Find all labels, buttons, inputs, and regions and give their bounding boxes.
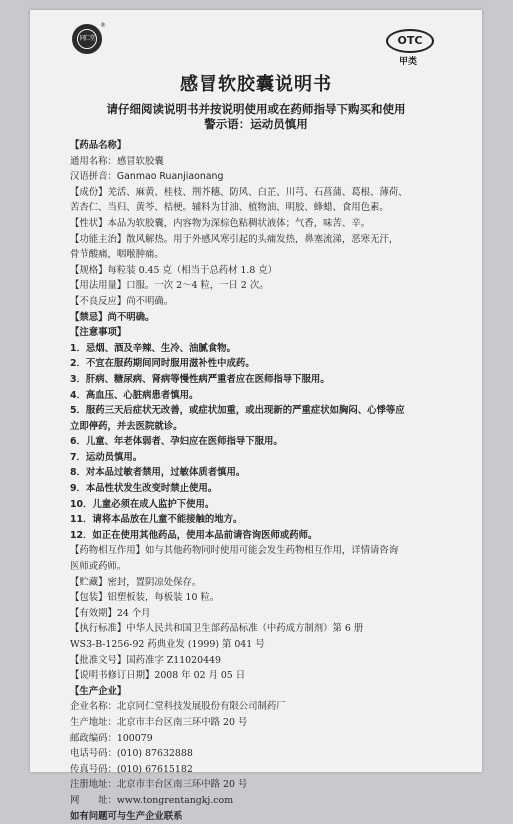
precaution-item: 立即停药，并去医院就诊。: [70, 420, 183, 432]
usage-notice: 请仔细阅读说明书并按说明使用或在药师指导下购买和使用: [106, 102, 406, 116]
precaution-item: 10．儿童必须在成人监护下使用。: [70, 498, 215, 510]
interaction-line-1: 【药物相互作用】如与其他药物同时使用可能会发生药物相互作用，详情请咨询: [70, 545, 399, 557]
character: 【性状】本品为软胶囊，内容物为深棕色粘稠状液体；气香，味苦、辛。: [70, 217, 371, 229]
registered-mark: ®: [100, 22, 106, 29]
document-title: 感冒软胶囊说明书: [180, 74, 332, 95]
validity: 【有效期】24 个月: [70, 607, 151, 619]
adverse-reactions: 【不良反应】尚不明确。: [70, 295, 174, 307]
approval-number: 【批准文号】国药准字 Z11020449: [70, 654, 221, 666]
contraindications: 【禁忌】尚不明确。: [70, 311, 155, 323]
precaution-item: 8．对本品过敏者禁用，过敏体质者慎用。: [70, 467, 246, 479]
company-name: 企业名称：北京同仁堂科技发展股份有限公司制药厂: [70, 701, 286, 713]
fax-number: 传真号码：(010) 67615182: [70, 763, 193, 775]
contact-footer: 如有问题可与生产企业联系: [70, 810, 183, 822]
postcode: 邮政编码：100079: [70, 732, 153, 744]
common-name: 通用名称：感冒软胶囊: [70, 155, 164, 167]
precaution-item: 5．服药三天后症状无改善，或症状加重，或出现新的严重症状如胸闷、心悸等应: [70, 405, 405, 417]
ingredients-line-1: 【成份】羌活、麻黄、桂枝、荆芥穗、防风、白芷、川芎、石菖蒲、葛根、薄荷、: [70, 186, 408, 198]
otc-class-label: 甲类: [399, 57, 418, 67]
pinyin-name: 汉语拼音：Ganmao Ruanjiaonang: [70, 171, 224, 183]
precaution-item: 9．本品性状发生改变时禁止使用。: [70, 483, 218, 495]
storage: 【贮藏】密封，置阴凉处保存。: [70, 576, 202, 588]
otc-badge: OTC: [386, 29, 434, 53]
standard-line-2: WS3-B-1256-92 药典业发 (1999) 第 041 号: [70, 639, 265, 650]
package: 【包装】铝塑板装，每板装 10 粒。: [70, 592, 220, 604]
precaution-item: 1．忌烟、酒及辛辣、生冷、油腻食物。: [70, 342, 236, 354]
indication-line-1: 【功能主治】散风解热。用于外感风寒引起的头痛发热，鼻塞流涕，恶寒无汗，: [70, 233, 399, 245]
leaflet-page: [30, 10, 482, 822]
section-manufacturer: 【生产企业】: [70, 685, 127, 697]
precaution-item: 2．不宜在服药期间同时服用滋补性中成药。: [70, 358, 255, 370]
logo-text: 同仁堂: [77, 29, 97, 49]
precaution-item: 11．请将本品放在儿童不能接触的地方。: [70, 514, 243, 526]
production-address: 生产地址：北京市丰台区南三环中路 20 号: [70, 716, 248, 728]
section-drug-name: 【药品名称】: [70, 140, 127, 151]
leaflet-body: [70, 138, 480, 824]
precaution-item: 4．高血压、心脏病患者慎用。: [70, 389, 199, 401]
website: 网 址：www.tongrentangkj.com: [70, 794, 234, 806]
indication-line-2: 骨节酸痛，咽喉肿痛。: [70, 249, 164, 261]
precaution-item: 3．肝病、糖尿病、肾病等慢性病严重者应在医师指导下服用。: [70, 373, 330, 385]
precaution-item: 7．运动员慎用。: [70, 451, 143, 463]
interaction-line-2: 医师或药师。: [70, 561, 127, 573]
precaution-item: 6．儿童、年老体弱者、孕妇应在医师指导下服用。: [70, 436, 283, 448]
precaution-item: 12．如正在使用其他药品，使用本品前请咨询医师或药师。: [70, 529, 318, 541]
warning-notice: 警示语：运动员慎用: [204, 117, 308, 131]
specification: 【规格】每粒装 0.45 克（相当于总药材 1.8 克）: [70, 264, 278, 276]
tongrentang-logo-icon: [72, 22, 106, 54]
dosage: 【用法用量】口服。一次 2～4 粒，一日 2 次。: [70, 280, 269, 292]
revision-date: 【说明书修订日期】2008 年 02 月 05 日: [70, 670, 246, 682]
standard-line-1: 【执行标准】中华人民共和国卫生部药品标准（中药成方制剂）第 6 册: [70, 623, 364, 635]
section-precautions: 【注意事项】: [70, 327, 127, 339]
phone-number: 电话号码：(010) 87632888: [70, 748, 193, 760]
registered-address: 注册地址：北京市丰台区南三环中路 20 号: [70, 779, 248, 791]
ingredients-line-2: 苦杏仁、当归、黄芩、桔梗。辅料为甘油、植物油、明胶、蜂蜡、食用色素。: [70, 202, 389, 214]
